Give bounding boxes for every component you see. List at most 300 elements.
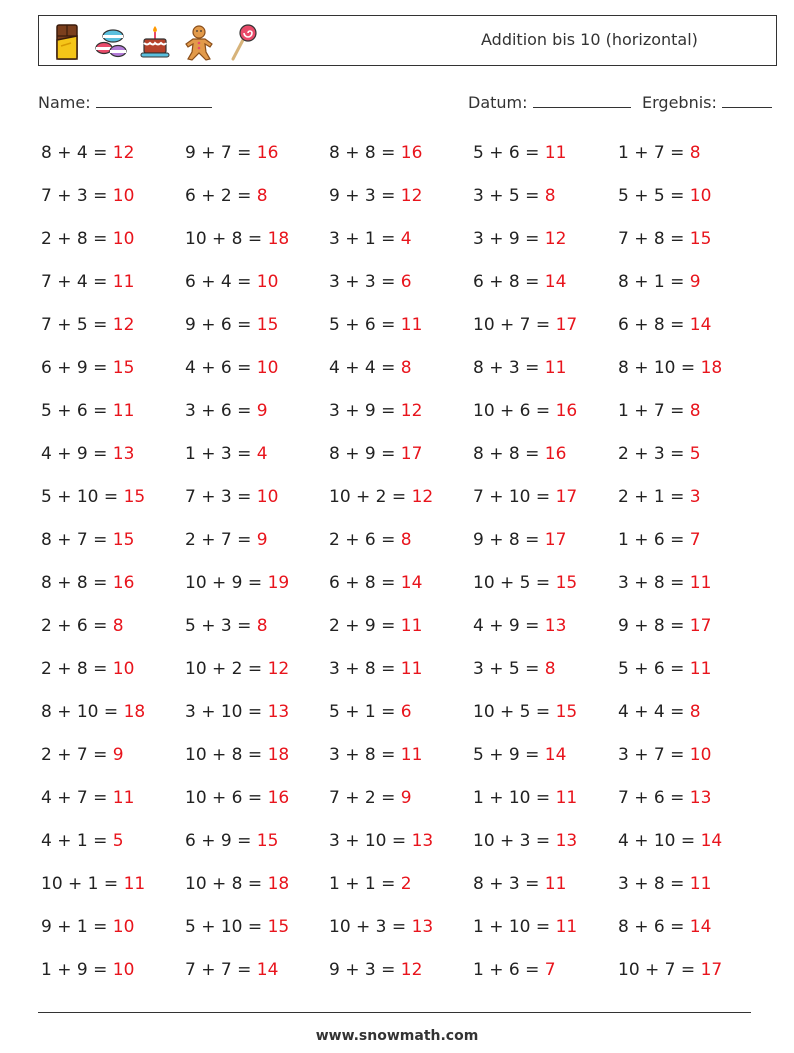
problem-answer: 10	[112, 229, 135, 249]
problem-cell	[618, 788, 711, 808]
problem-answer: 11	[689, 573, 712, 593]
problem-equation: 5 + 3 =	[185, 616, 252, 636]
problem-cell	[618, 229, 711, 249]
problem-equation: 3 + 10 =	[329, 831, 407, 851]
problem-cell	[185, 315, 278, 335]
problem-cell	[329, 788, 412, 808]
problem-answer: 11	[555, 788, 578, 808]
problem-cell	[618, 960, 722, 980]
problem-answer: 6	[400, 702, 412, 722]
problem-cell	[41, 831, 124, 851]
problem-answer: 13	[267, 702, 290, 722]
problem-cell	[41, 616, 124, 636]
problem-row	[41, 262, 794, 305]
problem-equation: 1 + 3 =	[185, 444, 252, 464]
problem-cell	[473, 186, 556, 206]
problem-cell	[473, 229, 566, 249]
name-field	[38, 93, 212, 112]
problem-answer: 11	[544, 874, 567, 894]
problem-answer: 11	[400, 745, 423, 765]
problem-answer: 17	[400, 444, 423, 464]
problem-cell	[185, 573, 289, 593]
problem-cell	[618, 487, 701, 507]
problem-answer: 16	[544, 444, 567, 464]
problem-equation: 3 + 10 =	[185, 702, 263, 722]
problem-answer: 13	[555, 831, 578, 851]
problem-cell	[329, 573, 422, 593]
problem-equation: 4 + 9 =	[41, 444, 108, 464]
problem-equation: 5 + 9 =	[473, 745, 540, 765]
problem-answer: 14	[544, 745, 567, 765]
problem-row	[41, 692, 794, 735]
problem-cell	[473, 315, 577, 335]
problem-equation: 9 + 3 =	[329, 186, 396, 206]
problem-cell	[185, 358, 278, 378]
problem-cell	[329, 616, 422, 636]
problem-row	[41, 821, 794, 864]
problem-equation: 8 + 4 =	[41, 143, 108, 163]
problem-cell	[41, 702, 145, 722]
problem-answer: 11	[400, 616, 423, 636]
problem-equation: 10 + 8 =	[185, 874, 263, 894]
problem-answer: 12	[400, 401, 423, 421]
problem-equation: 7 + 3 =	[185, 487, 252, 507]
problem-equation: 10 + 2 =	[185, 659, 263, 679]
problem-answer: 9	[112, 745, 124, 765]
problem-equation: 2 + 7 =	[185, 530, 252, 550]
problem-cell	[185, 487, 278, 507]
problem-equation: 5 + 1 =	[329, 702, 396, 722]
problem-cell	[41, 788, 134, 808]
result-field	[642, 93, 772, 112]
problem-equation: 9 + 6 =	[185, 315, 252, 335]
problem-equation: 5 + 6 =	[618, 659, 685, 679]
problem-answer: 12	[112, 315, 135, 335]
problem-answer: 10	[256, 272, 279, 292]
problem-answer: 8	[256, 186, 268, 206]
problem-cell	[473, 573, 577, 593]
problem-cell	[473, 960, 556, 980]
problem-answer: 18	[267, 874, 290, 894]
problem-answer: 5	[689, 444, 701, 464]
problem-row	[41, 391, 794, 434]
problem-equation: 10 + 7 =	[473, 315, 551, 335]
problem-cell	[618, 401, 701, 421]
problem-cell	[41, 874, 145, 894]
problem-answer: 8	[400, 358, 412, 378]
problem-equation: 8 + 10 =	[41, 702, 119, 722]
problem-row	[41, 649, 794, 692]
problem-answer: 18	[267, 745, 290, 765]
problem-cell	[473, 745, 566, 765]
problem-row	[41, 176, 794, 219]
problem-cell	[473, 487, 577, 507]
problem-answer: 7	[544, 960, 556, 980]
problem-answer: 12	[400, 186, 423, 206]
problem-answer: 15	[267, 917, 290, 937]
problem-equation: 6 + 2 =	[185, 186, 252, 206]
problem-answer: 6	[400, 272, 412, 292]
problem-answer: 9	[689, 272, 701, 292]
problem-cell	[618, 831, 722, 851]
problem-equation: 4 + 4 =	[329, 358, 396, 378]
problem-cell	[473, 831, 577, 851]
problem-answer: 15	[112, 358, 135, 378]
problem-answer: 14	[400, 573, 423, 593]
problem-answer: 10	[689, 745, 712, 765]
date-blank-line	[533, 93, 631, 108]
problem-equation: 5 + 5 =	[618, 186, 685, 206]
problem-cell	[41, 186, 134, 206]
problem-answer: 10	[112, 186, 135, 206]
problem-answer: 11	[112, 272, 135, 292]
problem-cell	[41, 917, 134, 937]
problem-equation: 2 + 6 =	[329, 530, 396, 550]
problem-cell	[329, 358, 412, 378]
problem-cell	[618, 573, 711, 593]
problem-cell	[329, 702, 412, 722]
problem-equation: 7 + 5 =	[41, 315, 108, 335]
problem-cell	[41, 745, 124, 765]
problem-equation: 2 + 6 =	[41, 616, 108, 636]
problem-answer: 11	[544, 358, 567, 378]
problem-cell	[185, 229, 289, 249]
problem-equation: 10 + 8 =	[185, 229, 263, 249]
problem-equation: 2 + 7 =	[41, 745, 108, 765]
problem-cell	[618, 745, 711, 765]
problem-cell	[41, 272, 134, 292]
problem-answer: 10	[112, 960, 135, 980]
problem-cell	[329, 917, 433, 937]
problem-cell	[185, 874, 289, 894]
problem-equation: 8 + 3 =	[473, 358, 540, 378]
problem-cell	[618, 917, 711, 937]
gingerbread-man-icon	[183, 22, 215, 62]
problem-equation: 10 + 5 =	[473, 702, 551, 722]
problem-equation: 5 + 10 =	[185, 917, 263, 937]
problem-equation: 5 + 6 =	[41, 401, 108, 421]
birthday-cake-icon	[139, 22, 171, 62]
problem-equation: 3 + 5 =	[473, 186, 540, 206]
problem-equation: 1 + 7 =	[618, 401, 685, 421]
problem-cell	[473, 358, 566, 378]
problem-answer: 10	[112, 917, 135, 937]
problem-cell	[329, 315, 422, 335]
problem-answer: 11	[400, 659, 423, 679]
problem-equation: 10 + 8 =	[185, 745, 263, 765]
problem-equation: 1 + 9 =	[41, 960, 108, 980]
problem-cell	[41, 401, 134, 421]
problem-row	[41, 950, 794, 993]
chocolate-bar-icon	[51, 22, 83, 62]
problem-equation: 1 + 6 =	[618, 530, 685, 550]
problem-cell	[41, 659, 134, 679]
problem-equation: 2 + 9 =	[329, 616, 396, 636]
problem-cell	[185, 272, 278, 292]
problem-cell	[329, 229, 412, 249]
problem-equation: 8 + 3 =	[473, 874, 540, 894]
problem-equation: 10 + 3 =	[473, 831, 551, 851]
problem-cell	[329, 960, 422, 980]
problem-cell	[329, 530, 412, 550]
problem-equation: 1 + 7 =	[618, 143, 685, 163]
problem-answer: 11	[689, 659, 712, 679]
date-field	[468, 93, 631, 112]
problem-answer: 16	[555, 401, 578, 421]
problem-answer: 8	[112, 616, 124, 636]
problem-equation: 8 + 9 =	[329, 444, 396, 464]
problem-answer: 15	[112, 530, 135, 550]
problem-answer: 13	[411, 917, 434, 937]
problem-answer: 4	[400, 229, 412, 249]
problem-equation: 1 + 1 =	[329, 874, 396, 894]
footer-url: www.snowmath.com	[315, 1028, 479, 1044]
problem-equation: 4 + 4 =	[618, 702, 685, 722]
problem-answer: 9	[256, 401, 268, 421]
problem-cell	[185, 960, 278, 980]
problem-answer: 11	[112, 401, 135, 421]
problem-answer: 14	[689, 917, 712, 937]
problem-cell	[618, 702, 701, 722]
problem-cell	[185, 616, 268, 636]
problem-answer: 19	[267, 573, 290, 593]
name-label: Name:	[38, 93, 91, 112]
problem-answer: 15	[689, 229, 712, 249]
problem-equation: 3 + 8 =	[618, 874, 685, 894]
problem-equation: 8 + 8 =	[41, 573, 108, 593]
problem-cell	[329, 659, 422, 679]
problem-cell	[618, 186, 711, 206]
problem-equation: 2 + 1 =	[618, 487, 685, 507]
problem-equation: 6 + 9 =	[185, 831, 252, 851]
problem-answer: 4	[256, 444, 268, 464]
problem-cell	[185, 702, 289, 722]
problem-cell	[618, 530, 701, 550]
problem-row	[41, 348, 794, 391]
problem-equation: 7 + 10 =	[473, 487, 551, 507]
problem-equation: 10 + 6 =	[185, 788, 263, 808]
problem-answer: 8	[256, 616, 268, 636]
problem-answer: 13	[689, 788, 712, 808]
problem-cell	[185, 745, 289, 765]
problem-answer: 11	[400, 315, 423, 335]
problem-equation: 8 + 8 =	[473, 444, 540, 464]
problem-answer: 16	[256, 143, 279, 163]
problem-answer: 8	[689, 401, 701, 421]
problem-answer: 8	[400, 530, 412, 550]
problem-equation: 6 + 9 =	[41, 358, 108, 378]
problem-cell	[329, 143, 422, 163]
problem-answer: 15	[555, 702, 578, 722]
problem-equation: 9 + 1 =	[41, 917, 108, 937]
problem-equation: 5 + 6 =	[473, 143, 540, 163]
problem-cell	[329, 272, 412, 292]
problem-row	[41, 434, 794, 477]
problem-equation: 5 + 6 =	[329, 315, 396, 335]
problem-equation: 8 + 1 =	[618, 272, 685, 292]
problem-answer: 12	[411, 487, 434, 507]
problem-equation: 3 + 8 =	[329, 745, 396, 765]
problem-equation: 4 + 7 =	[41, 788, 108, 808]
problem-equation: 3 + 3 =	[329, 272, 396, 292]
problem-answer: 14	[544, 272, 567, 292]
problem-cell	[618, 315, 711, 335]
problem-answer: 9	[400, 788, 412, 808]
problem-answer: 11	[544, 143, 567, 163]
result-label: Ergebnis:	[642, 93, 717, 112]
problem-answer: 17	[555, 487, 578, 507]
problem-equation: 10 + 2 =	[329, 487, 407, 507]
problem-cell	[473, 530, 566, 550]
problem-row	[41, 778, 794, 821]
problem-answer: 16	[112, 573, 135, 593]
problem-equation: 6 + 8 =	[329, 573, 396, 593]
problem-answer: 8	[689, 702, 701, 722]
problem-cell	[41, 573, 134, 593]
problem-equation: 6 + 4 =	[185, 272, 252, 292]
problem-answer: 8	[544, 186, 556, 206]
problem-cell	[473, 874, 566, 894]
problem-cell	[473, 143, 566, 163]
problem-answer: 15	[555, 573, 578, 593]
problem-answer: 18	[700, 358, 723, 378]
problem-equation: 10 + 5 =	[473, 573, 551, 593]
problem-cell	[473, 788, 577, 808]
date-label: Datum:	[468, 93, 528, 112]
problem-cell	[473, 616, 566, 636]
problem-equation: 2 + 8 =	[41, 659, 108, 679]
problem-row	[41, 477, 794, 520]
problem-equation: 6 + 8 =	[618, 315, 685, 335]
problem-equation: 3 + 8 =	[329, 659, 396, 679]
problem-equation: 10 + 6 =	[473, 401, 551, 421]
problem-equation: 8 + 10 =	[618, 358, 696, 378]
problem-answer: 8	[689, 143, 701, 163]
problem-cell	[185, 143, 278, 163]
problem-answer: 14	[689, 315, 712, 335]
problem-equation: 7 + 3 =	[41, 186, 108, 206]
problem-equation: 3 + 9 =	[473, 229, 540, 249]
problem-answer: 13	[544, 616, 567, 636]
problem-answer: 13	[112, 444, 135, 464]
problem-answer: 10	[689, 186, 712, 206]
problem-cell	[41, 444, 134, 464]
problem-answer: 7	[689, 530, 701, 550]
problem-cell	[329, 745, 422, 765]
problem-row	[41, 563, 794, 606]
problem-cell	[185, 401, 268, 421]
problem-equation: 10 + 3 =	[329, 917, 407, 937]
problem-equation: 9 + 7 =	[185, 143, 252, 163]
problem-answer: 10	[112, 659, 135, 679]
problem-cell	[618, 616, 711, 636]
problem-grid	[41, 133, 794, 993]
problem-answer: 12	[267, 659, 290, 679]
problem-answer: 17	[689, 616, 712, 636]
problem-equation: 8 + 8 =	[329, 143, 396, 163]
problem-cell	[473, 401, 577, 421]
problem-cell	[329, 487, 433, 507]
problem-equation: 2 + 3 =	[618, 444, 685, 464]
macarons-icon	[95, 22, 127, 62]
problem-cell	[618, 272, 701, 292]
problem-cell	[329, 874, 412, 894]
worksheet-title: Addition bis 10 (horizontal)	[481, 30, 698, 49]
problem-answer: 14	[700, 831, 723, 851]
problem-answer: 18	[267, 229, 290, 249]
problem-row	[41, 305, 794, 348]
problem-cell	[41, 530, 134, 550]
problem-row	[41, 735, 794, 778]
problem-cell	[329, 401, 422, 421]
problem-equation: 1 + 6 =	[473, 960, 540, 980]
problem-row	[41, 907, 794, 950]
problem-cell	[329, 444, 422, 464]
problem-row	[41, 219, 794, 262]
problem-answer: 17	[544, 530, 567, 550]
problem-cell	[41, 143, 134, 163]
problem-cell	[473, 917, 577, 937]
problem-answer: 16	[400, 143, 423, 163]
problem-cell	[185, 788, 289, 808]
problem-cell	[473, 444, 566, 464]
problem-cell	[618, 143, 701, 163]
problem-cell	[185, 831, 278, 851]
problem-answer: 10	[256, 487, 279, 507]
problem-answer: 11	[112, 788, 135, 808]
problem-equation: 1 + 10 =	[473, 788, 551, 808]
problem-equation: 3 + 7 =	[618, 745, 685, 765]
problem-cell	[618, 659, 711, 679]
problem-answer: 11	[555, 917, 578, 937]
problem-row	[41, 520, 794, 563]
problem-equation: 2 + 8 =	[41, 229, 108, 249]
problem-equation: 4 + 9 =	[473, 616, 540, 636]
problem-answer: 11	[689, 874, 712, 894]
problem-equation: 7 + 7 =	[185, 960, 252, 980]
problem-cell	[618, 358, 722, 378]
problem-cell	[473, 659, 556, 679]
problem-answer: 2	[400, 874, 412, 894]
problem-row	[41, 606, 794, 649]
problem-answer: 12	[112, 143, 135, 163]
problem-cell	[41, 229, 134, 249]
problem-equation: 8 + 6 =	[618, 917, 685, 937]
problem-answer: 15	[256, 315, 279, 335]
problem-equation: 7 + 4 =	[41, 272, 108, 292]
problem-answer: 18	[123, 702, 146, 722]
problem-cell	[185, 444, 268, 464]
problem-cell	[618, 874, 711, 894]
problem-answer: 12	[400, 960, 423, 980]
problem-answer: 17	[700, 960, 723, 980]
problem-answer: 9	[256, 530, 268, 550]
problem-equation: 3 + 6 =	[185, 401, 252, 421]
problem-equation: 6 + 8 =	[473, 272, 540, 292]
problem-answer: 8	[544, 659, 556, 679]
problem-answer: 11	[123, 874, 146, 894]
problem-cell	[329, 186, 422, 206]
problem-cell	[185, 530, 268, 550]
result-blank-line	[722, 93, 772, 108]
problem-equation: 9 + 8 =	[473, 530, 540, 550]
problem-answer: 3	[689, 487, 701, 507]
problem-equation: 7 + 8 =	[618, 229, 685, 249]
problem-equation: 9 + 3 =	[329, 960, 396, 980]
problem-cell	[41, 315, 134, 335]
problem-equation: 7 + 2 =	[329, 788, 396, 808]
problem-equation: 3 + 8 =	[618, 573, 685, 593]
